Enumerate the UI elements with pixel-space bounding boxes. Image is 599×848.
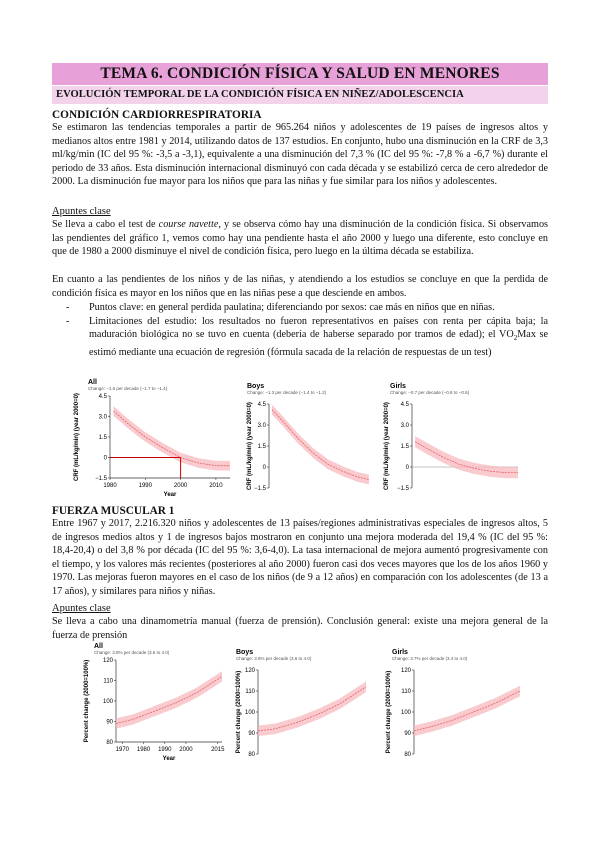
chart-note: Change: 3.8% per decade (3.6 to 4.0)	[94, 650, 170, 655]
chart-note: Change: −1.3 per decade (−1.4 to −1.2)	[247, 390, 327, 395]
y-tick-label: 0	[262, 465, 266, 471]
y-tick-label: 110	[245, 689, 255, 695]
y-tick-label: 3.0	[257, 423, 266, 429]
chart-strength-boys	[228, 648, 374, 766]
page-title: TEMA 6. CONDICIÓN FÍSICA Y SALUD EN MENORES	[52, 63, 548, 85]
confidence-band	[114, 406, 231, 470]
bullet-sub: 2	[513, 334, 518, 343]
y-tick-label: 80	[404, 752, 411, 758]
chart-title: Boys	[236, 649, 254, 656]
confidence-band	[258, 682, 366, 737]
x-tick-label: 1980	[103, 483, 117, 489]
y-axis-label: Percent change (2000=100%)	[386, 670, 392, 754]
bullet-text-1: Puntos clave: en general perdida paulatina; diferenciando por sexos: cae más en niños que en niñas.	[89, 302, 495, 313]
confidence-band	[272, 405, 369, 485]
section-subtitle: EVOLUCIÓN TEMPORAL DE LA CONDICIÓN FÍSICA EN NIÑEZ/ADOLESCENCIA	[52, 86, 548, 104]
y-tick-label: 3.0	[400, 423, 409, 429]
notes-crf-p1-a: Se lleva a cabo el test de	[52, 219, 159, 230]
y-tick-label: 1.5	[400, 444, 409, 450]
y-tick-label: 120	[244, 668, 255, 674]
x-tick-label: 1970	[115, 747, 130, 753]
bullet-text-2b: Max se estimó mediante una ecuación de regresión (fórmula sacada de la relación de respuestas de un test)	[89, 329, 548, 358]
y-tick-label: 90	[248, 731, 255, 737]
confidence-band	[414, 686, 520, 736]
chart-strength-girls	[378, 648, 526, 766]
chart-title: Boys	[247, 383, 265, 390]
y-tick-label: 80	[106, 740, 113, 746]
chart-note: Change: 3.7% per decade (3.4 to 4.0)	[392, 656, 468, 661]
chart-note: Change: 3.8% per decade (3.6 to 4.0)	[236, 656, 312, 661]
y-axis-label: CRF (mL/kg/min) (year 2000=0)	[74, 393, 80, 481]
notes-crf-p1	[52, 218, 548, 259]
chart-note: Change: −0.7 per decade (−0.8 to −0.6)	[390, 390, 470, 395]
y-tick-label: 4.5	[98, 394, 107, 400]
chart-crf-boys	[239, 382, 375, 498]
chart-note: Change: −1.6 per decade (−1.7 to −1.4)	[88, 386, 168, 391]
chart-crf-girls	[376, 382, 526, 498]
list-item	[52, 315, 548, 360]
x-tick-label: 2010	[209, 483, 223, 489]
y-tick-label: 120	[400, 668, 411, 674]
notes-crf-p1-b: , y se observa cómo hay una disminución de la condición física. Si observamos las pendientes del gráfico 1, vemos como hay una pendiente hasta el año 2000 y luego una diferente, esto concluye en que de 1980 a 2000 disminuye el nivel de condición física, pero luego en la última década se estabiliza.	[52, 219, 549, 258]
y-tick-label: 3.0	[98, 414, 107, 421]
y-axis-label: CRF (mL/kg/min) (year 2000=0)	[247, 402, 253, 490]
y-tick-label: 4.5	[400, 402, 409, 408]
y-tick-label: −1.5	[397, 486, 409, 492]
y-tick-label: 120	[102, 658, 113, 664]
x-tick-label: 1990	[138, 483, 152, 489]
chart-crf-all	[66, 378, 238, 500]
y-tick-label: −1.5	[254, 486, 266, 492]
y-tick-label: −1.5	[95, 476, 107, 482]
paragraph-crf: Se estimaron las tendencias temporales a partir de 965.264 niños y adolescentes de 19 países de ingresos altos y medianos altos entre 1981 y 2014, utilizando datos de 137 estudios. En conjunto, hubo una disminución en la CRF de 3,3 ml/kg/min (IC del 95 %: -3,5 a -3,1), equivalente a una disminución del 7,3 % (IC del 95 %: -7,8 % a -6,7 %) durante el periodo de 33 años. Esta disminución internacional disminuyó con cada década y se estabilizó cerca de cero alrededor de 2000. La disminución fue mayor para los niños que para las niñas y fue similar para los niños y adolescentes.	[52, 122, 548, 188]
y-tick-label: 90	[106, 719, 113, 726]
y-tick-label: 100	[400, 710, 411, 716]
x-axis-label: Year	[163, 492, 177, 498]
x-tick-label: 2000	[179, 747, 193, 753]
y-tick-label: 1.5	[98, 435, 107, 441]
y-tick-label: 100	[102, 699, 113, 705]
y-tick-label: 80	[248, 752, 255, 758]
y-tick-label: 110	[401, 689, 411, 695]
y-tick-label: 0	[103, 455, 107, 462]
y-axis-label: CRF (mL/kg/min) (year 2000=0)	[384, 402, 390, 490]
bullet-dash: -	[66, 302, 70, 313]
notes-crf-p1-italic: course navette	[158, 219, 219, 230]
chart-title: Girls	[392, 649, 408, 656]
paragraph-strength: Entre 1967 y 2017, 2.216.320 niños y adolescentes de 13 países/regiones administrativas especiales de ingresos altos, 5 de ingresos medios altos y 1 de ingresos bajos mostraron en conjunto una mejora moderada del 19,4 % (IC del 95 %: 18,4-20,4) o del 3,8 % por década (IC del 95 %: 3,6-4,0). La tasa internacional de mejora aumentó progresivamente con el tiempo, y los valores más recientes (posteriores al año 2000) fueron casi dos veces mayores que los de los años 1960 y 1970. Las mejoras fueron mayores en el caso de los niños (de 9 a 12 años) en comparación con los adolescentes (de 13 a 17 años), y similares para niños y niñas.	[52, 518, 548, 597]
notes-label-crf: Apuntes clase	[52, 206, 111, 217]
bullet-text-2a: Limitaciones del estudio: los resultados no fueron representativos en países con renta per cápita baja; la maduración biológica no se tuvo en cuenta (debería de haberse separado por tramos de edad); el VO	[89, 315, 548, 341]
chart-title: All	[94, 643, 103, 650]
y-tick-label: 0	[405, 465, 409, 471]
x-tick-label: 2000	[173, 483, 188, 489]
chart-strength-all	[76, 642, 228, 762]
y-tick-label: 1.5	[257, 444, 266, 450]
series-line	[272, 410, 369, 480]
notes-crf-p2: En cuanto a las pendientes de los niños y de las niñas, y atendiendo a los estudios se concluye en que la perdida de condición física es mayor en los niños que en las niñas pese a que desciende en ambos.	[52, 274, 548, 299]
y-tick-label: 90	[404, 731, 411, 737]
heading-crf: CONDICIÓN CARDIORRESPIRATORIA	[52, 109, 262, 121]
list-item	[52, 301, 548, 315]
x-tick-label: 1980	[136, 747, 151, 753]
heading-strength: FUERZA MUSCULAR 1	[52, 505, 175, 517]
chart-title: Girls	[390, 383, 406, 390]
notes-strength-p1: Se lleva a cabo una dinamometría manual (fuerza de prensión). Conclusión general: existe una mejora general de la fuerza de prensión	[52, 616, 548, 641]
notes-label-strength: Apuntes clase	[52, 603, 111, 614]
x-tick-label: 1990	[158, 747, 172, 753]
y-tick-label: 100	[244, 710, 255, 716]
y-tick-label: 4.5	[257, 402, 266, 408]
y-tick-label: 110	[103, 678, 113, 685]
x-tick-label: 2015	[211, 747, 225, 753]
y-axis-label: Percent change (2000=100%)	[84, 659, 90, 743]
chart-title: All	[88, 379, 97, 386]
y-axis-label: Percent change (2000=100%)	[236, 670, 242, 754]
x-axis-label: Year	[162, 756, 176, 762]
key-points-list	[52, 301, 548, 359]
bullet-dash: -	[66, 315, 70, 327]
